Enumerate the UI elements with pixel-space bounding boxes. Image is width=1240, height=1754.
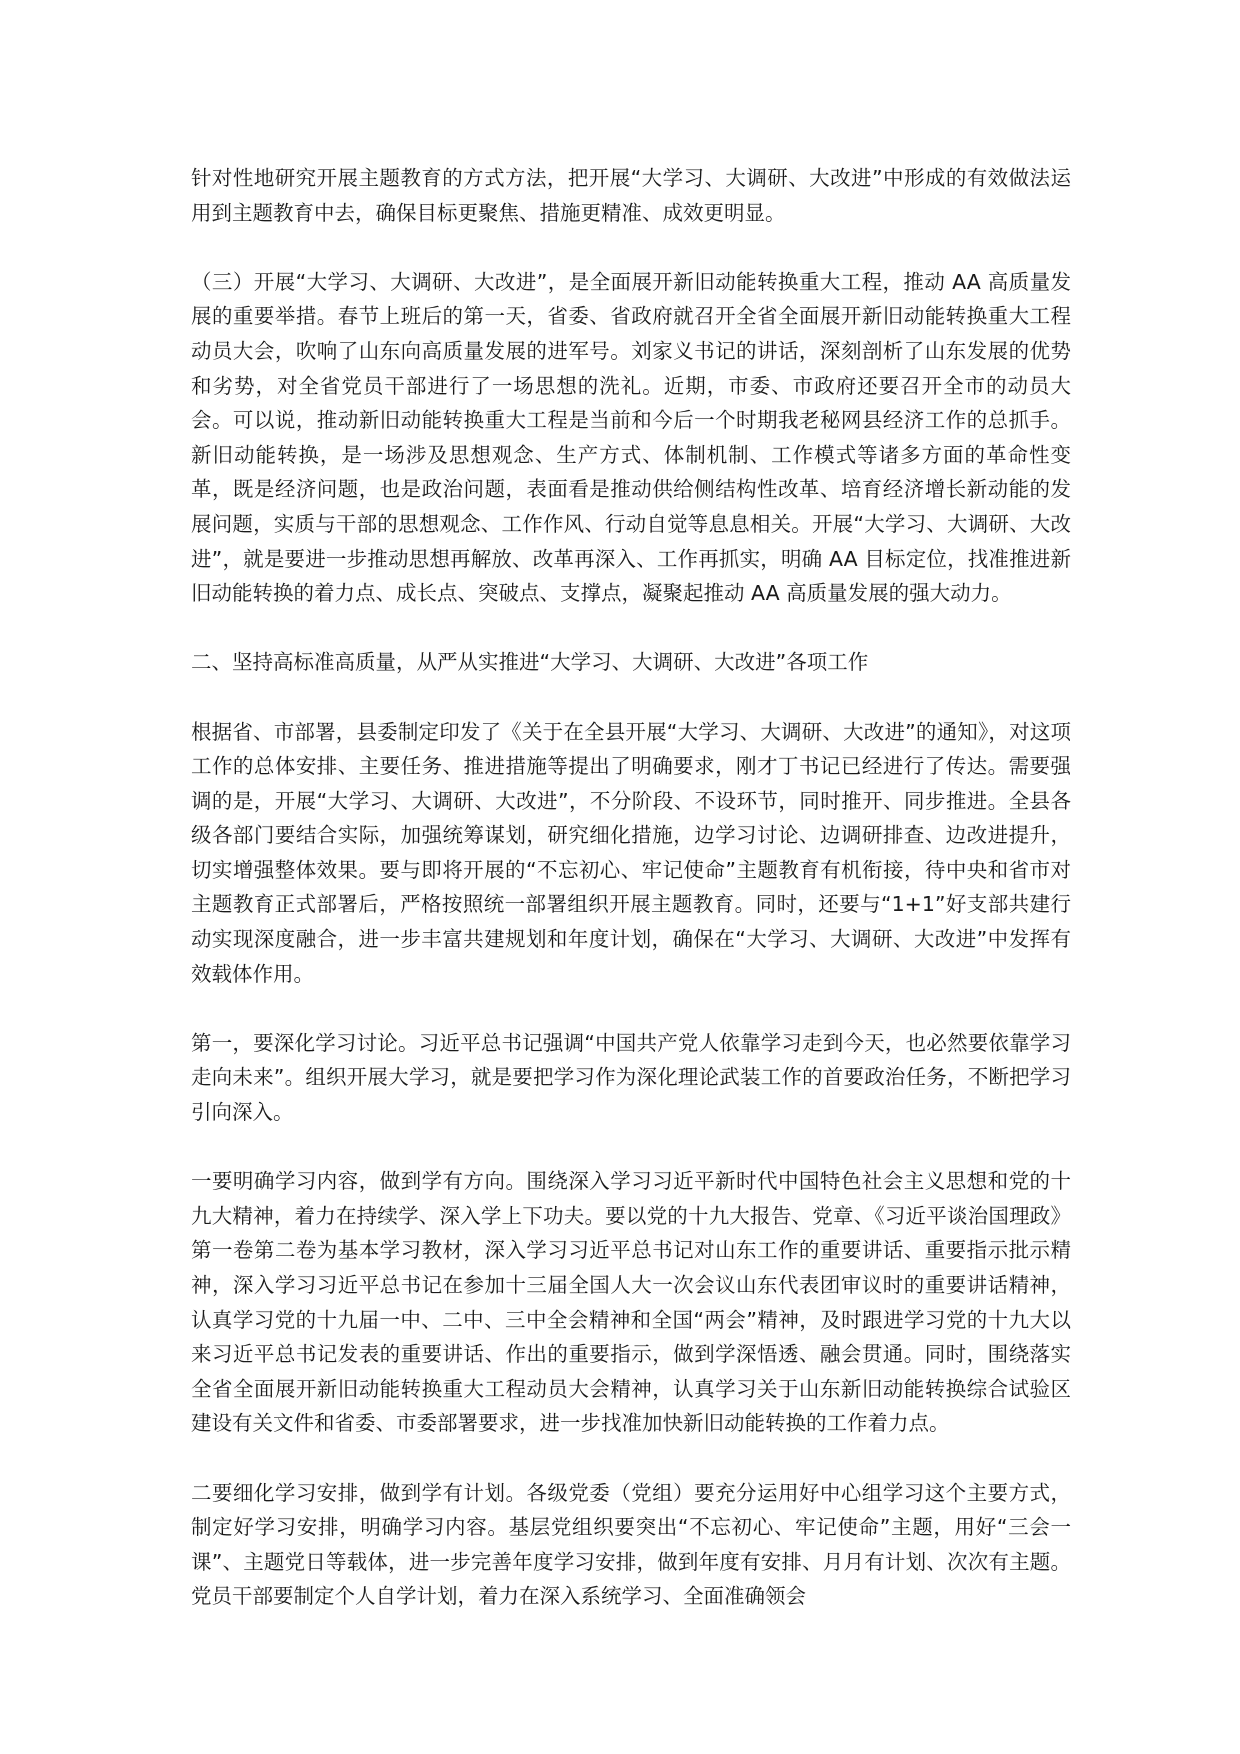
- section-heading-two: 二、坚持高标准高质量，从严从实推进“大学习、大调研、大改进”各项工作: [191, 650, 869, 675]
- paragraph-county-deployment: 根据省、市部署，县委制定印发了《关于在全县开展“大学习、大调研、大改进”的通知》，对这项工作的总体安排、主要任务、推进措施等提出了明确要求，刚才丁书记已经进行了传达。需要强调的是，开展“大学习、大调研、大改进”，不分阶段、不设环节，同时推开、同步推进。全县各级各部门要结合实际，加强统筹谋划，研究细化措施，边学习讨论、边调研排查、边改进提升，切实增强整体效果。要与即将开展的“不忘初心、牢记使命”主题教育有机衔接，待中央和省市对主题教育正式部署后，严格按照统一部署组织开展主题教育。同时，还要与“1+1”好支部共建行动实现深度融合，进一步丰富共建规划和年度计划，确保在“大学习、大调研、大改进”中发挥有效载体作用。: [191, 719, 1071, 986]
- paragraph-section-three: （三）开展“大学习、大调研、大改进”，是全面展开新旧动能转换重大工程，推动 AA 高质量发展的重要举措。春节上班后的第一天，省委、省政府就召开全省全面展开新旧动能转换重大工程动员大会，吹响了山东向高质量发展的进军号。刘家义书记的讲话，深刻剖析了山东发展的优势和劣势，对全省党员干部进行了一场思想的洗礼。近期，市委、市政府还要召开全市的动员大会。可以说，推动新旧动能转换重大工程是当前和今后一个时期我老秘网县经济工作的总抓手。新旧动能转换，是一场涉及思想观念、生产方式、体制机制、工作模式等诸多方面的革命性变革，既是经济问题，也是政治问题，表面看是推动供给侧结构性改革、培育经济增长新动能的发展问题，实质与干部的思想观念、工作作风、行动自觉等息息相关。开展“大学习、大调研、大改进”，就是要进一步推动思想再解放、改革再深入、工作再抓实，明确 AA 目标定位，找准推进新旧动能转换的着力点、成长点、突破点、支撑点，凝聚起推动 AA 高质量发展的强大动力。: [191, 269, 1071, 606]
- document-body: [191, 161, 1071, 1614]
- paragraph-study-content: 一要明确学习内容，做到学有方向。围绕深入学习习近平新时代中国特色社会主义思想和党的十九大精神，着力在持续学、深入学上下功夫。要以党的十九大报告、党章、《习近平谈治国理政》第一卷第二卷为基本学习教材，深入学习习近平总书记对山东工作的重要讲话、重要指示批示精神，深入学习习近平总书记在参加十三届全国人大一次会议山东代表团审议时的重要讲话精神，认真学习党的十九届一中、二中、三中全会精神和全国“两会”精神，及时跟进学习党的十九大以来习近平总书记发表的重要讲话、作出的重要指示，做到学深悟透、融会贯通。同时，围绕落实全省全面展开新旧动能转换重大工程动员大会精神，认真学习关于山东新旧动能转换综合试验区建设有关文件和省委、市委部署要求，进一步找准加快新旧动能转换的工作着力点。: [191, 1169, 1071, 1436]
- paragraph-first-deepen-study: 第一，要深化学习讨论。习近平总书记强调“中国共产党人依靠学习走到今天，也必然要依靠学习走向未来”。组织开展大学习，就是要把学习作为深化理论武装工作的首要政治任务，不断把学习引向深入。: [191, 1030, 1071, 1125]
- paragraph-study-arrangement: 二要细化学习安排，做到学有计划。各级党委（党组）要充分运用好中心组学习这个主要方式，制定好学习安排，明确学习内容。基层党组织要突出“不忘初心、牢记使命”主题，用好“三会一课”、主题党日等载体，进一步完善年度学习安排，做到年度有安排、月月有计划、次次有主题。党员干部要制定个人自学计划，着力在深入系统学习、全面准确领会: [191, 1480, 1071, 1609]
- paragraph-continuation: 针对性地研究开展主题教育的方式方法，把开展“大学习、大调研、大改进”中形成的有效做法运用到主题教育中去，确保目标更聚焦、措施更精准、成效更明显。: [191, 166, 1071, 225]
